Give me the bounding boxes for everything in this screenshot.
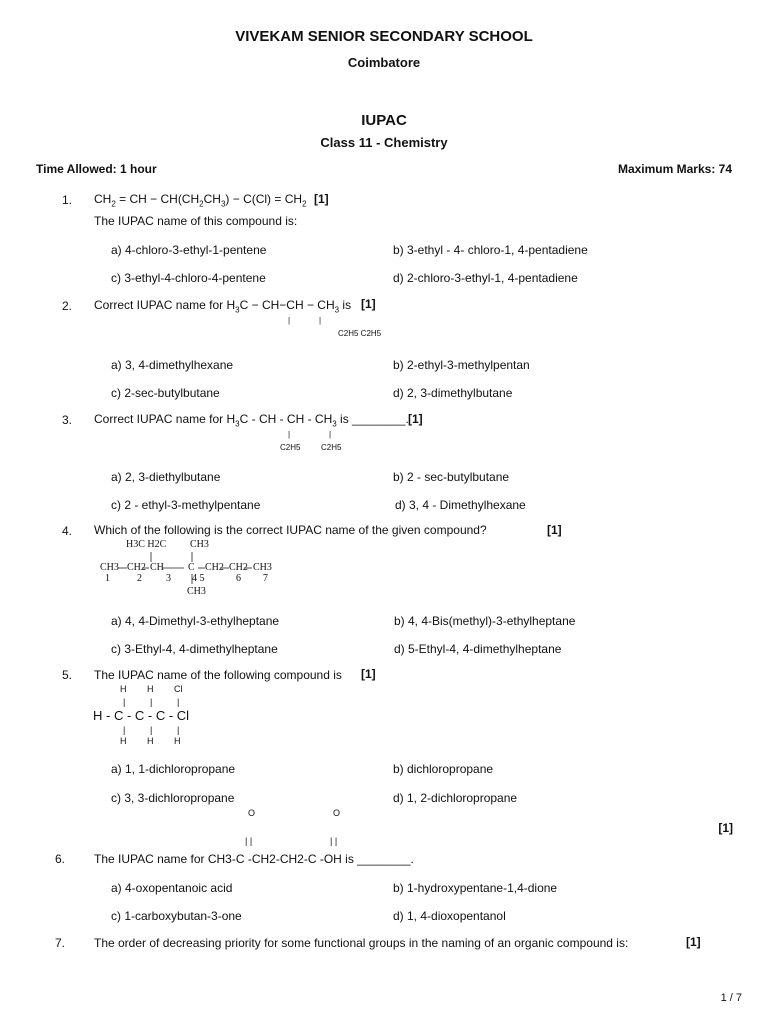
bond-line: | <box>177 697 180 707</box>
bond-line: | <box>150 697 153 707</box>
branch-group: C2H5 <box>280 443 301 452</box>
option-c[interactable]: c) 3-Ethyl-4, 4-dimethylheptane <box>111 642 278 656</box>
chain-atom: CH3 <box>253 562 272 573</box>
bond-line: | <box>177 725 180 735</box>
bond-line: | <box>329 430 332 439</box>
atom-label: H <box>147 684 154 694</box>
page-indicator: 1 / 7 <box>720 992 742 1004</box>
question-stem: Which of the following is the correct IUPAC name of the given compound? <box>94 523 487 537</box>
atom-label: Cl <box>174 684 183 694</box>
formula: $CH_2$ = CH − $CH(CH_2CH_3) - C(Cl) = CH_2$ <box>94 192 307 209</box>
option-c[interactable]: c) 1-carboxybutan-3-one <box>111 909 242 923</box>
bond-line: | <box>123 725 126 735</box>
question-number: 5. <box>62 668 73 682</box>
question-number: 1. <box>62 193 73 207</box>
oxygen-atom: O <box>248 808 256 818</box>
bond-line: | <box>150 725 153 735</box>
option-c[interactable]: c) 2-sec-butylbutane <box>111 386 220 400</box>
methyl-substituent-bottom: CH3 <box>187 586 206 597</box>
branch-group: C2H5 <box>321 443 342 452</box>
question-stem: The order of decreasing priority for some functional groups in the naming of an organic compound is: <box>94 936 629 950</box>
bond-line: | <box>319 316 322 325</box>
carbon-number: 4 5 <box>192 573 205 584</box>
carbon-number: 7 <box>263 573 268 584</box>
atom-label: H <box>174 736 181 746</box>
carbon-number: 6 <box>236 573 241 584</box>
option-b[interactable]: b) 4, 4-Bis(methyl)-3-ethylheptane <box>394 614 576 628</box>
question-stem: The IUPAC name of this compound is: <box>94 214 298 228</box>
option-d[interactable]: d) 5-Ethyl-4, 4-dimethylheptane <box>394 642 562 656</box>
chain-atom: CH2 <box>205 562 224 573</box>
ethyl-substituent: H3C H2C <box>126 539 167 550</box>
question-stem: The IUPAC name of the following compound is <box>94 668 342 682</box>
chain-atom: CH2 <box>229 562 248 573</box>
question-number: 3. <box>62 413 73 427</box>
option-c[interactable]: c) 2 - ethyl-3-methylpentane <box>111 498 261 512</box>
option-b[interactable]: b) 1-hydroxypentane-1,4-dione <box>393 881 558 895</box>
double-bond: | | <box>245 836 253 846</box>
option-c[interactable]: c) 3, 3-dichloropropane <box>111 791 235 805</box>
marks: [1] <box>408 412 423 426</box>
option-d[interactable]: d) 3, 4 - Dimethylhexane <box>395 498 526 512</box>
marks: [1] <box>361 297 376 311</box>
chain-atom: C <box>188 562 195 573</box>
question-number: 7. <box>55 936 66 950</box>
question-number: 4. <box>62 524 73 538</box>
question-number: 2. <box>62 299 73 313</box>
option-b[interactable]: b) dichloropropane <box>393 762 494 776</box>
option-a[interactable]: a) 2, 3-diethylbutane <box>111 470 221 484</box>
question-stem: The IUPAC name for CH3-C -CH2-CH2-C -OH is ________. <box>94 852 414 866</box>
chain-atom: CH <box>150 562 164 573</box>
question-stem: Correct IUPAC name for $H_3C - CH-CH - CH_3$ is <box>94 298 352 315</box>
class-title: Class 11 - Chemistry <box>320 135 448 150</box>
bond-line: | <box>288 430 291 439</box>
option-d[interactable]: d) 2-chloro-3-ethyl-1, 4-pentadiene <box>393 271 578 285</box>
option-a[interactable]: a) 4-chloro-3-ethyl-1-pentene <box>111 243 267 257</box>
main-chain: H - C - C - C - Cl <box>93 708 190 723</box>
chain-atom: CH3 <box>100 562 119 573</box>
marks: [1] <box>686 935 701 949</box>
atom-label: H <box>120 736 127 746</box>
marks: [1] <box>718 821 733 835</box>
bond-line: | <box>288 316 291 325</box>
school-city: Coimbatore <box>347 55 421 70</box>
option-b[interactable]: b) 3-ethyl - 4- chloro-1, 4-pentadiene <box>393 243 588 257</box>
option-a[interactable]: a) 4-oxopentanoic acid <box>111 881 233 895</box>
atom-label: H <box>147 736 154 746</box>
marks: [1] <box>547 523 562 537</box>
time-allowed: Time Allowed: 1 hour <box>36 162 157 176</box>
methyl-substituent-top: CH3 <box>190 539 209 550</box>
option-d[interactable]: d) 1, 4-dioxopentanol <box>393 909 506 923</box>
bond-line: | <box>123 697 126 707</box>
oxygen-atom: O <box>333 808 341 818</box>
carbon-number: 1 <box>105 573 110 584</box>
option-b[interactable]: b) 2-ethyl-3-methylpentan <box>393 358 530 372</box>
option-b[interactable]: b) 2 - sec-butylbutane <box>393 470 510 484</box>
question-number: 6. <box>55 852 66 866</box>
marks: [1] <box>361 667 376 681</box>
option-c[interactable]: c) 3-ethyl-4-chloro-4-pentene <box>111 271 266 285</box>
carbon-number: 2 <box>137 573 142 584</box>
chain-atom: CH2 <box>127 562 146 573</box>
maximum-marks: Maximum Marks: 74 <box>617 162 732 176</box>
option-a[interactable]: a) 3, 4-dimethylhexane <box>111 358 234 372</box>
branch-groups: C2H5 C2H5 <box>338 329 382 338</box>
carbon-number: 3 <box>166 573 171 584</box>
school-name: VIVEKAM SENIOR SECONDARY SCHOOL <box>235 28 533 45</box>
question-stem: Correct IUPAC name for $H_3C$ - CH - CH - $CH_3$ is ________. <box>94 412 409 429</box>
paper-subject: IUPAC <box>361 112 407 129</box>
option-d[interactable]: d) 2, 3-dimethylbutane <box>393 386 513 400</box>
double-bond: | | <box>330 836 338 846</box>
option-d[interactable]: d) 1, 2-dichloropropane <box>393 791 518 805</box>
option-a[interactable]: a) 4, 4-Dimethyl-3-ethylheptane <box>111 614 280 628</box>
option-a[interactable]: a) 1, 1-dichloropropane <box>111 762 236 776</box>
structural-formula <box>96 538 296 602</box>
marks: [1] <box>314 192 329 206</box>
atom-label: H <box>120 684 127 694</box>
